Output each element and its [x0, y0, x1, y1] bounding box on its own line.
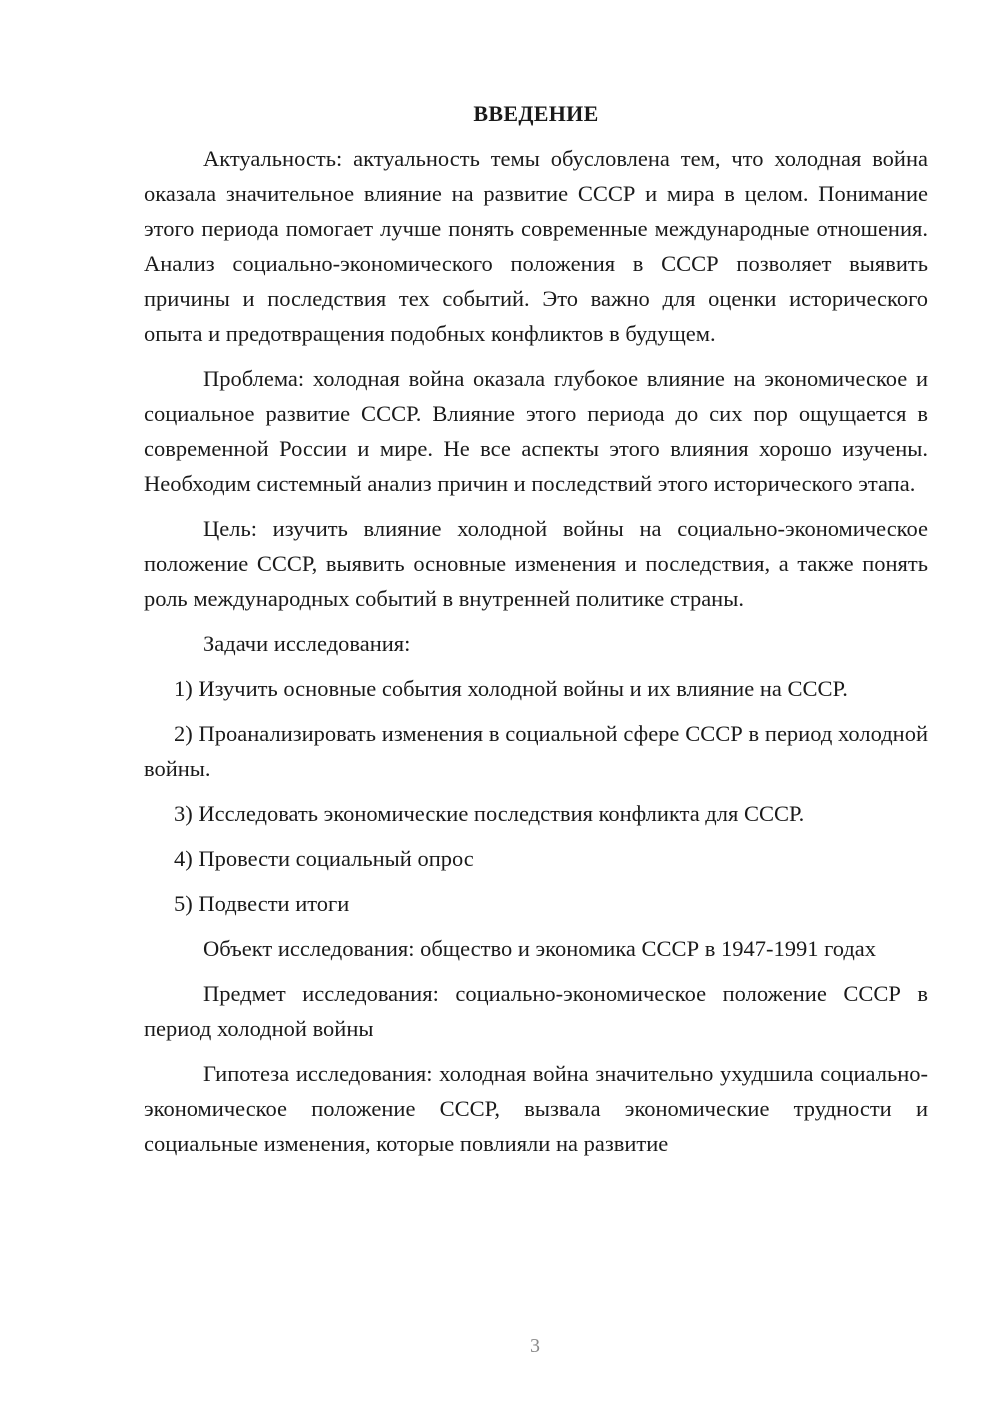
problem-paragraph: Проблема: холодная война оказала глубокое влияние на экономическое и социальное развитие СССР. Влияние этого периода до сих пор ощущается в современной России и мире. Не все аспекты этого влияния хорошо изучены. Необходим системный анализ причин и последствий этого исторического этапа.: [144, 366, 928, 496]
page-content: [144, 96, 928, 1171]
relevance-paragraph: Актуальность: актуальность темы обусловлена тем, что холодная война оказала значительное влияние на развитие СССР и мира в целом. Понимание этого периода помогает лучше понять современные международные отношения. Анализ социально-экономического положения в СССР позволяет выявить причины и последствия тех событий. Это важно для оценки исторического опыта и предотвращения подобных конфликтов в будущем.: [144, 146, 928, 346]
task-item-1: 1) Изучить основные события холодной войны и их влияние на СССР.: [174, 676, 848, 701]
subject-paragraph: Предмет исследования: социально-экономическое положение СССР в период холодной войны: [144, 981, 928, 1041]
hypothesis-paragraph: Гипотеза исследования: холодная война значительно ухудшила социально-экономическое положение СССР, вызвала экономические трудности и социальные изменения, которые повлияли на развитие: [144, 1061, 928, 1156]
task-item-2: 2) Проанализировать изменения в социальной сфере СССР в период холодной войны.: [144, 721, 928, 781]
object-paragraph: Объект исследования: общество и экономика СССР в 1947-1991 годах: [203, 936, 877, 961]
page-title: ВВЕДЕНИЕ: [473, 101, 599, 126]
task-item-3: 3) Исследовать экономические последствия конфликта для СССР.: [174, 801, 805, 826]
task-item-4: 4) Провести социальный опрос: [174, 846, 474, 871]
page-number: 3: [530, 1335, 540, 1357]
task-item-5: 5) Подвести итоги: [174, 891, 350, 916]
tasks-heading: Задачи исследования:: [203, 631, 411, 656]
goal-paragraph: Цель: изучить влияние холодной войны на социально-экономическое положение СССР, выявить основные изменения и последствия, а также понять роль международных событий в внутренней политике страны.: [144, 516, 928, 611]
